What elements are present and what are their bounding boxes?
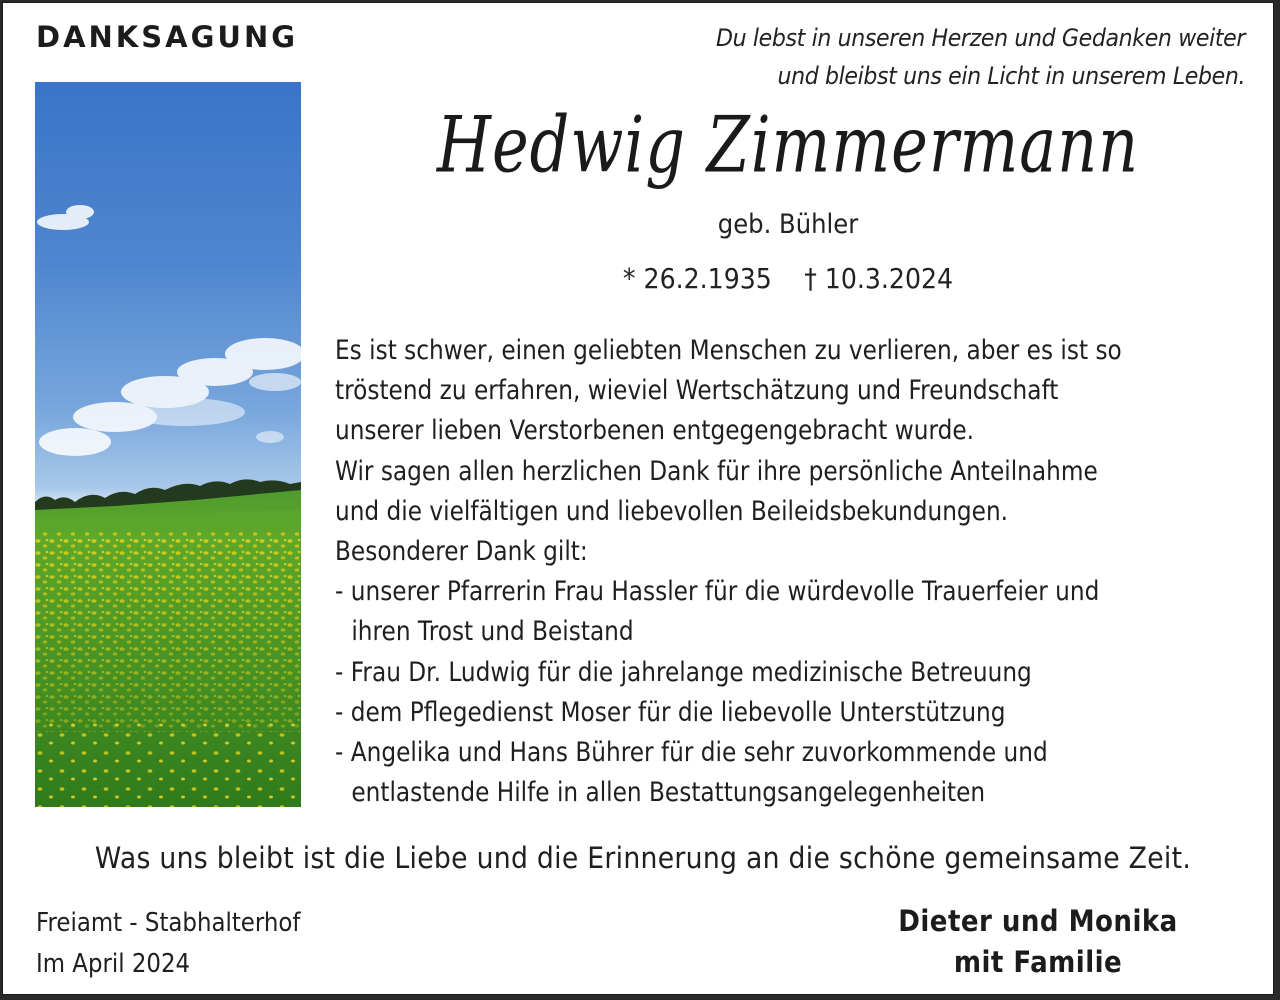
life-dates <box>352 262 1225 295</box>
date: Im April 2024 <box>36 949 191 979</box>
body-line: unserer lieben Verstorbenen entgegengebracht wurde. <box>335 415 975 447</box>
motto-line: und bleibst uns ein Licht in unserem Leben. <box>777 62 1245 90</box>
landscape-photo <box>35 82 301 807</box>
thanks-list-item-continued: ihren Trost und Beistand <box>351 616 634 648</box>
signers <box>872 901 1205 983</box>
place-and-date <box>36 903 300 985</box>
signer-names: Dieter und Monika <box>898 904 1178 938</box>
obituary-notice <box>2 2 1274 995</box>
birth-date: * 26.2.1935 <box>622 262 772 295</box>
body-line: Es ist schwer, einen geliebten Menschen zu verlieren, aber es ist so <box>335 335 1122 366</box>
notice-heading: DANKSAGUNG <box>36 20 299 54</box>
closing-line: Was uns bleibt ist die Liebe und die Erinnerung an die schöne gemeinsame Zeit. <box>94 841 1192 875</box>
maiden-name: geb. Bühler <box>717 209 859 240</box>
body-line: tröstend zu erfahren, wieviel Wertschätzung und Freundschaft <box>335 375 1059 407</box>
thanks-list-item: - Frau Dr. Ludwig für die jahrelange medizinische Betreuung <box>335 656 1032 688</box>
signer-family: mit Familie <box>953 945 1123 979</box>
body-line: und die vielfältigen und liebevollen Beileidsbekundungen. <box>335 495 1009 527</box>
motto-quote <box>716 19 1245 95</box>
thank-you-text <box>335 331 1195 813</box>
thanks-list-item: - Angelika und Hans Bührer für die sehr zuvorkommende und <box>335 737 1048 769</box>
thanks-list-item-continued: entlastende Hilfe in allen Bestattungsangelegenheiten <box>351 777 986 809</box>
deceased-name: Hedwig Zimmermann <box>436 99 1140 191</box>
place: Freiamt - Stabhalterhof <box>36 908 301 938</box>
motto-line: Du lebst in unseren Herzen und Gedanken weiter <box>715 24 1245 52</box>
death-date: † 10.3.2024 <box>804 262 954 295</box>
body-line: Wir sagen allen herzlichen Dank für ihre persönliche Anteilnahme <box>335 455 1098 487</box>
body-line: Besonderer Dank gilt: <box>335 536 588 568</box>
thanks-list-item: - dem Pflegedienst Moser für die liebevolle Unterstützung <box>335 696 1006 728</box>
thanks-list-item: - unserer Pfarrerin Frau Hassler für die würdevolle Trauerfeier und <box>335 576 1100 608</box>
meadow-sky-image <box>35 82 301 807</box>
